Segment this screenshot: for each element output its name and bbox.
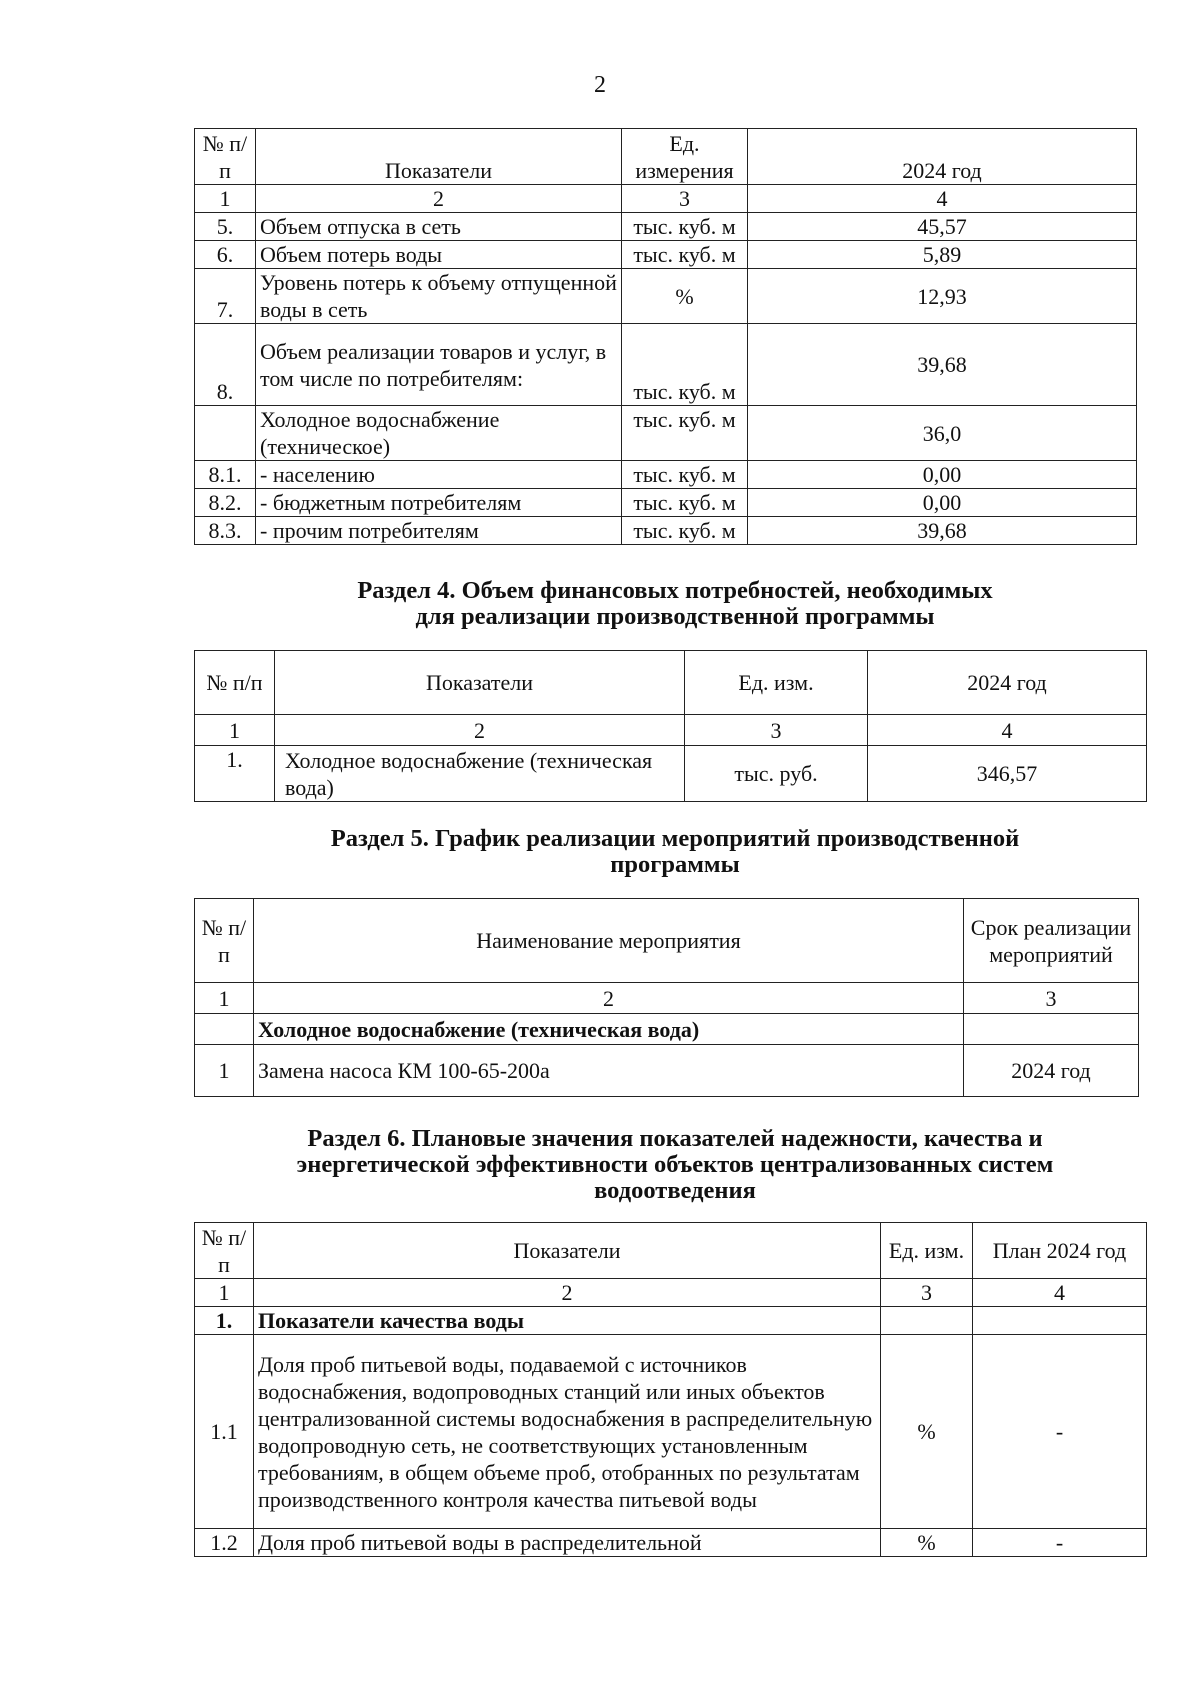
empty-cell [973, 1307, 1147, 1335]
row-num: 8.3. [195, 517, 256, 545]
empty-cell [195, 1014, 254, 1045]
page-number: 2 [594, 72, 606, 98]
row-num: 7. [195, 269, 256, 324]
header-num: № п/п [195, 899, 254, 983]
row-name: - прочим потребителям [256, 517, 622, 545]
group-num: 1. [195, 1307, 254, 1335]
row-name: Доля проб питьевой воды в распределительной [254, 1529, 881, 1557]
row-unit: % [881, 1335, 973, 1529]
table-row [195, 746, 1147, 802]
col-number: 4 [748, 185, 1137, 213]
table-row [195, 1529, 1147, 1557]
row-name: Доля проб питьевой воды, подаваемой с источников водоснабжения, водопроводных станций или иных объектов централизованной системы водоснабжения в распределительную водопроводную сеть, не соответствующих установленным требованиям, в общем объеме проб, отобранных по результатам производственного контроля качества питьевой воды [254, 1335, 881, 1529]
header-name: Наименование мероприятия [254, 899, 964, 983]
table-row [195, 489, 1137, 517]
header-name: Показатели [275, 651, 685, 715]
col-number: 3 [881, 1279, 973, 1307]
section5-title-line1: Раздел 5. График реализации мероприятий производственной [330, 825, 1020, 852]
row-name: Объем отпуска в сеть [256, 213, 622, 241]
section6-title-line3: водоотведения [594, 1177, 756, 1204]
row-name: Уровень потерь к объему отпущенной воды в сеть [256, 269, 622, 324]
row-num: 1. [195, 746, 275, 802]
row-name: Объем реализации товаров и услуг, в том числе по потребителям: [256, 324, 622, 406]
row-unit: тыс. куб. м [622, 489, 748, 517]
header-year: 2024 год [748, 129, 1137, 185]
col-number: 1 [195, 983, 254, 1014]
row-name: Замена насоса КМ 100-65-200а [254, 1045, 964, 1097]
table-row [195, 1335, 1147, 1529]
section6-title [150, 1126, 1200, 1204]
section5-title-line2: программы [610, 851, 740, 878]
col-number: 4 [973, 1279, 1147, 1307]
group-name: Холодное водоснабжение (техническая вода) [254, 1014, 964, 1045]
indicators-table [194, 128, 1137, 545]
group-name: Показатели качества воды [254, 1307, 881, 1335]
header-num: № п/п [195, 129, 256, 185]
table-row [195, 1045, 1139, 1097]
row-name: Холодное водоснабжение (техническая вода) [275, 746, 685, 802]
row-value: 45,57 [748, 213, 1137, 241]
section5-table [194, 898, 1139, 1097]
row-num [195, 406, 256, 461]
table-row [195, 517, 1137, 545]
header-unit: Ед. изм. [685, 651, 868, 715]
header-unit: Ед. изм. [881, 1223, 973, 1279]
section4-title-line1: Раздел 4. Объем финансовых потребностей, необходимых [357, 577, 993, 604]
row-unit: % [881, 1529, 973, 1557]
col-number: 1 [195, 185, 256, 213]
row-value: 12,93 [748, 269, 1137, 324]
row-unit: тыс. куб. м [622, 406, 748, 461]
col-number: 2 [254, 983, 964, 1014]
section4-table [194, 650, 1147, 802]
row-num: 8.1. [195, 461, 256, 489]
header-plan: План 2024 год [973, 1223, 1147, 1279]
row-num: 5. [195, 213, 256, 241]
row-value: 5,89 [748, 241, 1137, 269]
empty-cell [881, 1307, 973, 1335]
table-row [195, 213, 1137, 241]
row-num: 8. [195, 324, 256, 406]
row-unit: тыс. куб. м [622, 241, 748, 269]
row-term: 2024 год [964, 1045, 1139, 1097]
table-row [195, 406, 1137, 461]
row-value: 0,00 [748, 489, 1137, 517]
row-value: - [973, 1529, 1147, 1557]
section6-table [194, 1222, 1147, 1557]
row-num: 1.1 [195, 1335, 254, 1529]
header-name: Показатели [256, 129, 622, 185]
header-num: № п/п [195, 651, 275, 715]
col-number: 3 [622, 185, 748, 213]
table-header-row [195, 1223, 1147, 1279]
col-number: 4 [868, 715, 1147, 746]
row-num: 1.2 [195, 1529, 254, 1557]
table-row [195, 461, 1137, 489]
col-number: 1 [195, 1279, 254, 1307]
table-row [195, 241, 1137, 269]
header-num: № п/п [195, 1223, 254, 1279]
column-numbers-row [195, 715, 1147, 746]
row-unit: тыс. куб. м [622, 461, 748, 489]
row-name: - бюджетным потребителям [256, 489, 622, 517]
row-name: - населению [256, 461, 622, 489]
row-num: 1 [195, 1045, 254, 1097]
col-number: 2 [254, 1279, 881, 1307]
column-numbers-row [195, 1279, 1147, 1307]
row-value: 39,68 [748, 324, 1137, 406]
header-unit: Ед. измерения [622, 129, 748, 185]
table-header-row [195, 899, 1139, 983]
section4-title-line2: для реализации производственной программы [415, 603, 935, 630]
header-year: 2024 год [868, 651, 1147, 715]
row-value: - [973, 1335, 1147, 1529]
row-name: Холодное водоснабжение (техническое) [256, 406, 622, 461]
col-number: 3 [964, 983, 1139, 1014]
empty-cell [964, 1014, 1139, 1045]
row-name: Объем потерь воды [256, 241, 622, 269]
group-row [195, 1307, 1147, 1335]
row-unit: % [622, 269, 748, 324]
section4-title [150, 578, 1200, 630]
table-row [195, 324, 1137, 406]
column-numbers-row [195, 983, 1139, 1014]
row-unit: тыс. куб. м [622, 324, 748, 406]
row-value: 39,68 [748, 517, 1137, 545]
header-term: Срок реализации мероприятий [964, 899, 1139, 983]
row-value: 36,0 [748, 406, 1137, 461]
group-row [195, 1014, 1139, 1045]
row-num: 8.2. [195, 489, 256, 517]
row-unit: тыс. куб. м [622, 517, 748, 545]
section6-title-line1: Раздел 6. Плановые значения показателей надежности, качества и [307, 1125, 1043, 1152]
col-number: 2 [256, 185, 622, 213]
col-number: 1 [195, 715, 275, 746]
table-row [195, 269, 1137, 324]
table-header-row [195, 129, 1137, 185]
column-numbers-row [195, 185, 1137, 213]
table-header-row [195, 651, 1147, 715]
row-value: 346,57 [868, 746, 1147, 802]
section5-title [150, 826, 1200, 878]
row-value: 0,00 [748, 461, 1137, 489]
section6-title-line2: энергетической эффективности объектов централизованных систем [296, 1151, 1054, 1178]
row-unit: тыс. куб. м [622, 213, 748, 241]
row-num: 6. [195, 241, 256, 269]
header-name: Показатели [254, 1223, 881, 1279]
col-number: 2 [275, 715, 685, 746]
col-number: 3 [685, 715, 868, 746]
row-unit: тыс. руб. [685, 746, 868, 802]
